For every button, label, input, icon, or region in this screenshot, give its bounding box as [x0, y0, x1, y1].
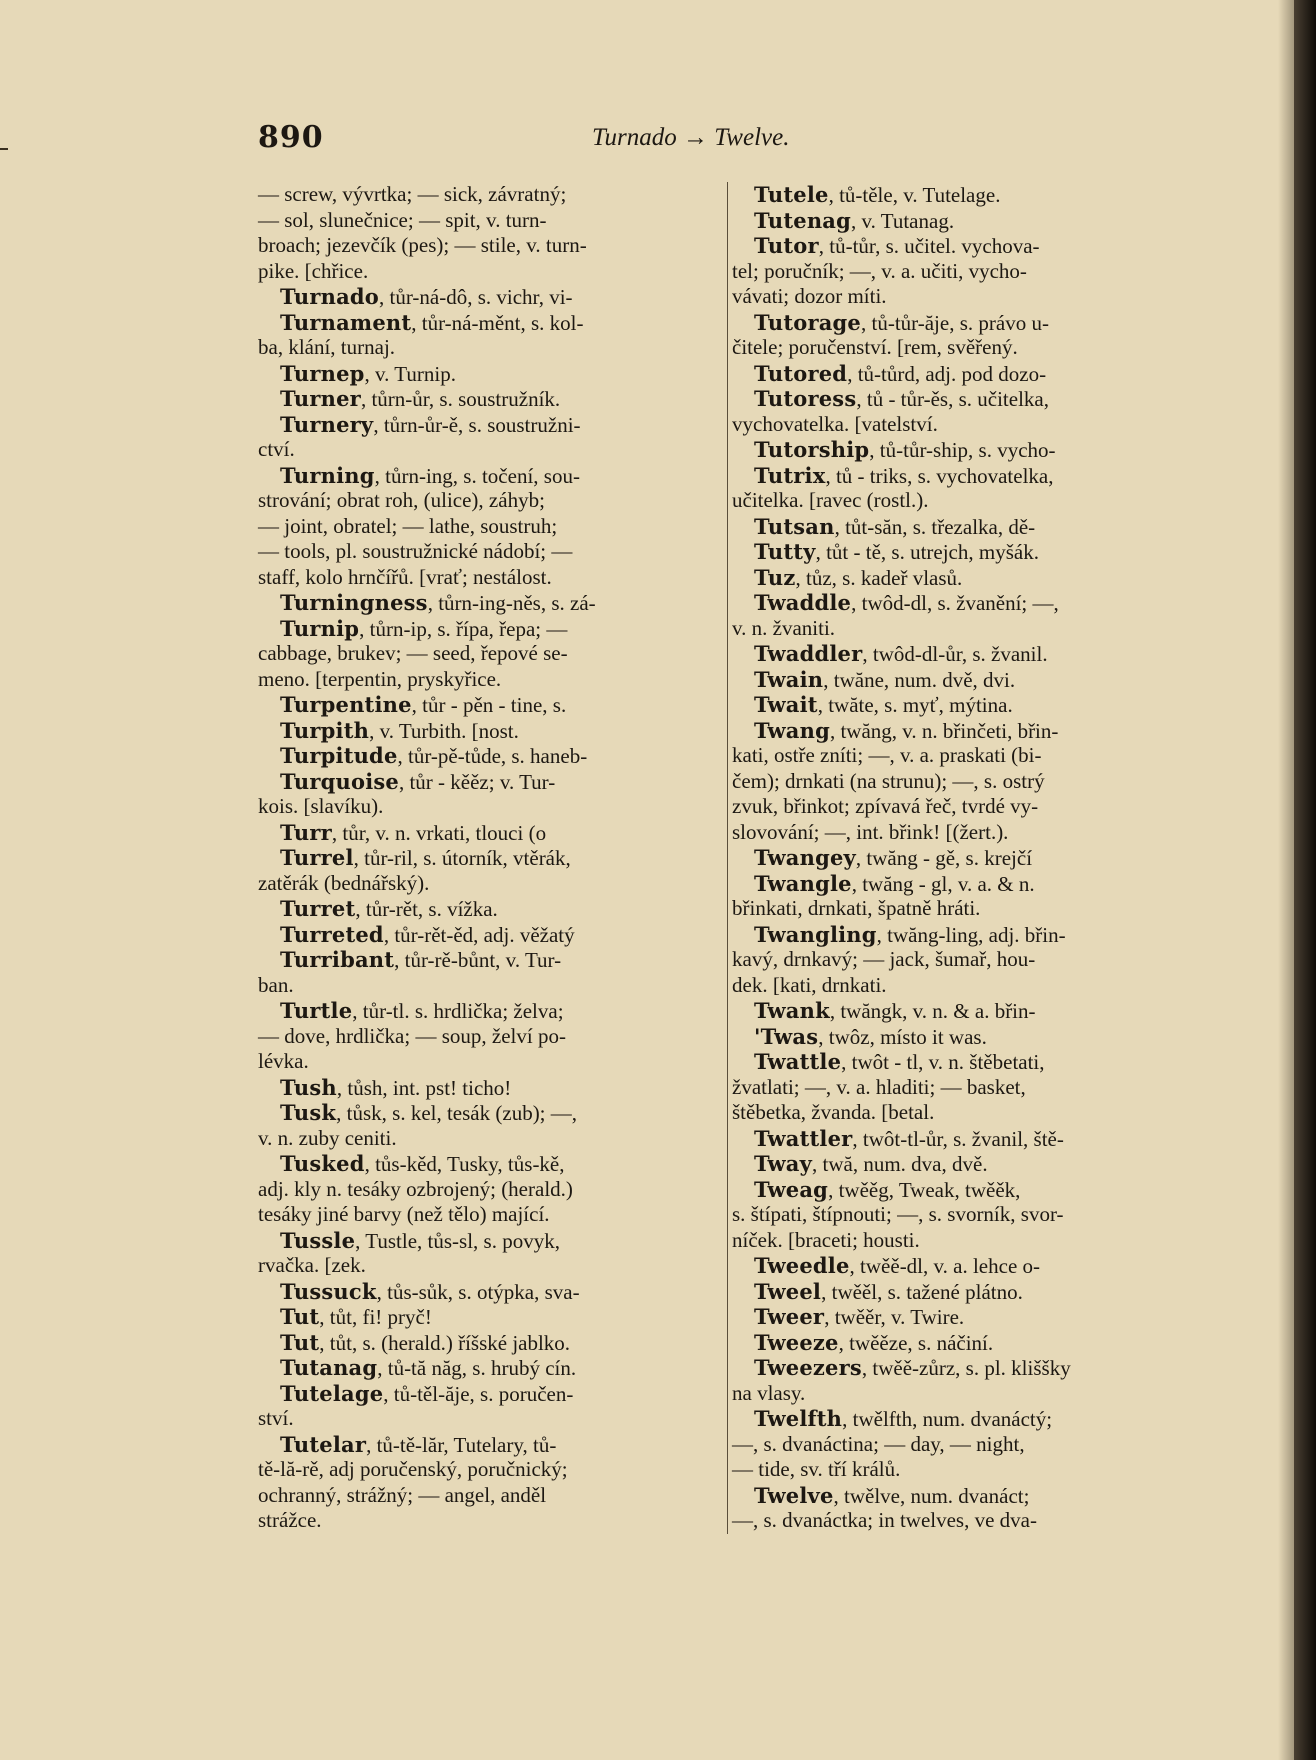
- definition-text: , tů-tě-lăr, Tutelary, tů-: [366, 1432, 557, 1457]
- definition-text: , tůt, s. (herald.) říšské jablko.: [319, 1330, 571, 1355]
- headword: Tutorship: [754, 437, 870, 462]
- dictionary-line: [732, 310, 1204, 336]
- dictionary-line: čitele; poručenství. [rem, svěřený.: [732, 335, 1018, 359]
- headword: Turning: [280, 462, 375, 488]
- dictionary-line: s. štípati, štípnouti; —, s. svorník, svor-: [732, 1202, 1064, 1226]
- dictionary-line: [732, 1177, 1204, 1203]
- book-spine-edge: [1294, 0, 1316, 1760]
- headword: 'Twas: [754, 1023, 819, 1049]
- dictionary-line: [732, 871, 1204, 897]
- dictionary-line: [258, 692, 722, 718]
- dictionary-line: [258, 590, 722, 616]
- dictionary-line: broach; jezevčík (pes); — stile, v. turn-: [258, 233, 587, 257]
- definition-text: , twăng-ling, adj. břin-: [876, 922, 1066, 947]
- dictionary-line: strážce.: [258, 1508, 322, 1532]
- dictionary-line: — tools, pl. soustružnické nádobí; —: [258, 539, 573, 563]
- headword: Tweezers: [754, 1355, 862, 1380]
- dictionary-line: [258, 1075, 722, 1101]
- dictionary-line: strování; obrat roh, (ulice), záhyb;: [258, 488, 545, 512]
- dictionary-line: vávati; dozor míti.: [732, 284, 887, 308]
- definition-text: , tů-tůrd, adj. pod dozo-: [847, 361, 1047, 386]
- definition-text: , tůt - tě, s. utrejch, myšák.: [815, 540, 1039, 564]
- dictionary-line: ba, klání, turnaj.: [258, 335, 396, 359]
- dictionary-line: slovování; —, int. břink! [(žert.).: [732, 819, 1009, 844]
- running-head: Turnado → Twelve.: [592, 124, 790, 151]
- headword: Turnep: [280, 360, 365, 386]
- definition-text: , twěěg, Tweak, twěěk,: [828, 1177, 1021, 1202]
- headword: Tutele: [754, 182, 829, 207]
- dictionary-line: [258, 1355, 722, 1381]
- headword: Tweag: [754, 1176, 829, 1202]
- definition-text: , v. Turbith. [nost.: [369, 718, 519, 743]
- definition-text: , tů-těle, v. Tutelage.: [828, 183, 1001, 207]
- headword: Twattle: [754, 1049, 842, 1074]
- dictionary-line: [732, 386, 1204, 412]
- headword: Tutor: [754, 233, 819, 258]
- headword: Tutorage: [754, 309, 861, 335]
- dictionary-line: [732, 1355, 1204, 1381]
- headword: Tuz: [754, 564, 796, 590]
- definition-text: , tůr-ril, s. útorník, vtěrák,: [353, 846, 571, 870]
- dictionary-line: [732, 845, 1204, 871]
- definition-text: , tůt-săn, s. třezalka, dě-: [834, 514, 1036, 539]
- page-gutter-shadow: [1278, 0, 1294, 1760]
- headword: Turpitude: [280, 743, 398, 768]
- dictionary-line: [258, 1330, 722, 1356]
- headword: Tusk: [280, 1100, 337, 1125]
- headword: Twangey: [754, 845, 856, 870]
- dictionary-line: staff, kolo hrnčířů. [vrať; nestálost.: [258, 564, 552, 589]
- headword: Tutenag: [754, 207, 851, 233]
- headword: Turnado: [280, 284, 379, 309]
- dictionary-line: — tide, sv. tří králů.: [732, 1457, 901, 1481]
- definition-text: , v. Tutanag.: [851, 208, 955, 233]
- dictionary-line: [258, 284, 722, 310]
- headword: Tutanag: [280, 1355, 378, 1380]
- dictionary-line: [258, 310, 722, 336]
- dictionary-line: kati, ostře zníti; —, v. a. praskati (bi-: [732, 743, 1042, 767]
- dictionary-line: v. n. zuby ceniti.: [258, 1125, 397, 1150]
- definition-text: , twôt - tl, v. n. štěbetati,: [841, 1050, 1045, 1074]
- dictionary-line: břinkati, drnkati, špatně hráti.: [732, 896, 981, 920]
- headword: Turrel: [280, 845, 354, 870]
- dictionary-line: [258, 922, 722, 948]
- definition-text: , tůr, v. n. vrkati, tlouci (o: [331, 820, 547, 845]
- dictionary-line: [732, 1304, 1204, 1330]
- dictionary-line: dek. [kati, drnkati.: [732, 972, 887, 997]
- dictionary-line: [258, 947, 722, 973]
- dictionary-line: učitelka. [ravec (rostl.).: [732, 488, 929, 512]
- headword: Twain: [754, 666, 824, 692]
- dictionary-line: [732, 922, 1204, 948]
- headword: Tweedle: [754, 1253, 850, 1278]
- definition-text: , tůrn-ůr, s. soustružník.: [360, 387, 561, 411]
- definition-text: , twôd-dl-ůr, s. žvanil.: [862, 642, 1048, 666]
- dictionary-line: [732, 182, 1204, 208]
- dictionary-line: [732, 718, 1204, 744]
- definition-text: , twă, num. dva, dvě.: [812, 1152, 988, 1176]
- dictionary-line: [732, 1483, 1204, 1509]
- dictionary-line: —, s. dvanáctka; in twelves, ve dva-: [732, 1508, 1037, 1532]
- headword: Tutoress: [754, 386, 857, 411]
- dictionary-line: pike. [chřice.: [258, 258, 369, 283]
- dictionary-line: [732, 514, 1204, 540]
- dictionary-line: meno. [terpentin, pryskyřice.: [258, 666, 502, 691]
- dictionary-line: [258, 463, 722, 489]
- definition-text: , tůsk, s. kel, tesák (zub); —,: [336, 1101, 578, 1125]
- dictionary-line: [732, 1049, 1204, 1075]
- headword: Tut: [280, 1329, 320, 1355]
- dictionary-line: [258, 1381, 722, 1407]
- definition-text: , twôt-tl-ůr, s. žvanil, ště-: [852, 1126, 1064, 1151]
- headword: Twait: [754, 692, 818, 717]
- headword: Turpentine: [280, 692, 412, 717]
- headword: Tush: [280, 1074, 337, 1100]
- dictionary-line: [258, 1304, 722, 1330]
- dictionary-line: [732, 463, 1204, 489]
- definition-text: , tůr - pěn - tine, s.: [411, 693, 567, 717]
- dictionary-line: štěbetka, žvanda. [betal.: [732, 1100, 935, 1124]
- definition-text: , tůr-rět, s. vížka.: [355, 897, 498, 921]
- dictionary-line: čem); drnkati (na strunu); —, s. ostrý: [732, 768, 1045, 793]
- definition-text: , twăng - gl, v. a. & n.: [851, 871, 1035, 896]
- headword: Turner: [280, 386, 361, 411]
- definition-text: , tů-tă năg, s. hrubý cín.: [377, 1356, 577, 1380]
- headword: Turtle: [280, 998, 353, 1023]
- headword: Turribant: [280, 947, 395, 972]
- dictionary-line: ochranný, strážný; — angel, anděl: [258, 1482, 547, 1507]
- definition-text: , tůr-tl. s. hrdlička; želva;: [352, 999, 564, 1023]
- dictionary-line: — sol, slunečnice; — spit, v. turn-: [258, 207, 547, 232]
- definition-text: , tůr-ná-měnt, s. kol-: [411, 310, 584, 335]
- definition-text: , tůrn-ing-něs, s. zá-: [427, 591, 596, 615]
- headword: Tutelage: [280, 1380, 384, 1406]
- dictionary-line: [258, 820, 722, 846]
- headword: Tway: [754, 1151, 813, 1176]
- dictionary-line: [258, 1151, 722, 1177]
- definition-text: , twělfth, num. dvanáctý;: [842, 1407, 1053, 1431]
- definition-text: , twăne, num. dvě, dvi.: [823, 667, 1016, 692]
- definition-text: , twěě-dl, v. a. lehce o-: [849, 1254, 1041, 1278]
- definition-text: , twěěr, v. Twire.: [824, 1305, 965, 1329]
- dictionary-line: kois. [slavíku).: [258, 794, 384, 818]
- dictionary-line: kavý, drnkavý; — jack, šumař, hou-: [732, 947, 1036, 971]
- dictionary-line: zvuk, břinkot; zpívavá řeč, tvrdé vy-: [732, 794, 1039, 818]
- dictionary-line: [732, 1279, 1204, 1305]
- headword: Tusked: [280, 1151, 365, 1176]
- dictionary-line: v. n. žvaniti.: [732, 615, 836, 640]
- dictionary-line: — dove, hrdlička; — soup, želví po-: [258, 1023, 566, 1048]
- dictionary-line: ctví.: [258, 437, 295, 461]
- dictionary-line: [732, 641, 1204, 667]
- page-number: 890: [258, 120, 324, 155]
- left-column: [258, 182, 722, 1534]
- dictionary-line: [258, 1432, 722, 1458]
- headword: Tweer: [754, 1304, 825, 1329]
- dictionary-line: na vlasy.: [732, 1380, 806, 1405]
- dictionary-line: [732, 692, 1204, 718]
- headword: Tutty: [754, 539, 816, 564]
- definition-text: , tůr-ná-dô, s. vichr, vi-: [379, 285, 573, 309]
- headword: Tutelar: [280, 1431, 367, 1457]
- column-divider: [727, 182, 728, 1534]
- dictionary-line: žvatlati; —, v. a. hladiti; — basket,: [732, 1074, 1026, 1099]
- dictionary-line: [732, 1151, 1204, 1177]
- definition-text: , twěěl, s. tažené plátno.: [821, 1279, 1023, 1304]
- dictionary-line: —, s. dvanáctina; — day, — night,: [732, 1431, 1025, 1456]
- dictionary-line: vychovatelka. [vatelství.: [732, 411, 938, 436]
- headword: Twangle: [754, 870, 852, 896]
- headword: Twangling: [754, 921, 877, 947]
- definition-text: , twăngk, v. n. & a. břin-: [829, 999, 1036, 1023]
- dictionary-line: — joint, obratel; — lathe, soustruh;: [258, 513, 558, 538]
- headword: Twaddler: [754, 641, 863, 666]
- right-column: [732, 182, 1204, 1534]
- definition-text: , Tustle, tůs-sl, s. povyk,: [355, 1228, 560, 1253]
- headword: Tutsan: [754, 513, 835, 539]
- definition-text: , tů-těl-ăje, s. poručen-: [383, 1381, 574, 1406]
- dictionary-line: [732, 1126, 1204, 1152]
- dictionary-line: [732, 998, 1204, 1024]
- definition-text: , tůrn-ůr-ě, s. soustružni-: [373, 412, 581, 437]
- headword: Turnery: [280, 411, 374, 437]
- headword: Turpith: [280, 717, 370, 743]
- headword: Tutrix: [754, 462, 826, 488]
- headword: Tussle: [280, 1227, 356, 1253]
- headword: Turreted: [280, 921, 384, 947]
- definition-text: , twăng - gě, s. krejčí: [855, 846, 1033, 870]
- dictionary-line: [258, 1228, 722, 1254]
- definition-text: , twôz, místo it was.: [818, 1024, 987, 1049]
- dictionary-line: lévka.: [258, 1049, 309, 1073]
- dictionary-line: [732, 1330, 1204, 1356]
- definition-text: , twěě-zůrz, s. pl. kliššky: [861, 1356, 1071, 1380]
- dictionary-line: [732, 565, 1204, 591]
- dictionary-line: [258, 1279, 722, 1305]
- definition-text: , tůsh, int. pst! ticho!: [336, 1075, 512, 1100]
- dictionary-line: [258, 412, 722, 438]
- definition-text: , tůr-pě-tůde, s. haneb-: [397, 744, 588, 768]
- headword: Turquoise: [280, 768, 399, 794]
- dictionary-line: [732, 667, 1204, 693]
- headword: Tut: [280, 1304, 320, 1329]
- dictionary-line: [258, 1100, 722, 1126]
- definition-text: , tůrn-ing, s. točení, sou-: [374, 463, 580, 488]
- headword: Twang: [754, 717, 830, 743]
- headword: Turr: [280, 819, 332, 845]
- dictionary-line: tě-lă-rě, adj poručenský, poručnický;: [258, 1457, 568, 1481]
- dictionary-line: [732, 590, 1204, 616]
- definition-text: , tů-tůr-ăje, s. právo u-: [861, 310, 1049, 335]
- definition-text: , tů-tůr, s. učitel. vychova-: [818, 234, 1040, 258]
- headword: Twattler: [754, 1125, 853, 1151]
- definition-text: , tůr-rět-ěd, adj. věžatý: [383, 922, 575, 947]
- definition-text: , tůs-sůk, s. otýpka, sva-: [376, 1279, 580, 1304]
- dictionary-line: [732, 539, 1204, 565]
- definition-text: , tů - tůr-ěs, s. učitelka,: [856, 387, 1049, 411]
- definition-text: , tůr-rě-bůnt, v. Tur-: [394, 948, 562, 972]
- dictionary-line: ství.: [258, 1406, 294, 1430]
- headword: Twank: [754, 998, 830, 1023]
- dictionary-line: — screw, vývrtka; — sick, závratný;: [258, 182, 567, 206]
- definition-text: , twăte, s. myť, mýtina.: [817, 693, 1013, 717]
- dictionary-line: [258, 845, 722, 871]
- headword: Twaddle: [754, 590, 852, 615]
- page-mark: [0, 148, 8, 150]
- dictionary-line: rvačka. [zek.: [258, 1253, 366, 1277]
- dictionary-line: tesáky jiné barvy (než tělo) mající.: [258, 1202, 550, 1226]
- headword: Twelve: [754, 1482, 834, 1508]
- dictionary-line: [732, 208, 1204, 234]
- headword: Turningness: [280, 590, 428, 615]
- definition-text: , twělve, num. dvanáct;: [833, 1483, 1030, 1508]
- definition-text: , twěěze, s. náčiní.: [838, 1330, 994, 1355]
- dictionary-line: [732, 1406, 1204, 1432]
- definition-text: , tůr - kěěz; v. Tur-: [398, 769, 556, 794]
- definition-text: , twăng, v. n. břinčeti, břin-: [829, 718, 1059, 743]
- dictionary-line: [258, 896, 722, 922]
- headword: Tweel: [754, 1278, 822, 1304]
- dictionary-line: [258, 998, 722, 1024]
- dictionary-line: [258, 743, 722, 769]
- dictionary-line: [258, 616, 722, 642]
- dictionary-line: [258, 386, 722, 412]
- headword: Tutored: [754, 360, 848, 386]
- definition-text: , tů-tůr-ship, s. vycho-: [869, 438, 1056, 462]
- definition-text: , v. Turnip.: [364, 361, 456, 386]
- definition-text: , tů - triks, s. vychovatelka,: [825, 463, 1054, 488]
- dictionary-line: adj. kly n. tesáky ozbrojený; (herald.): [258, 1176, 573, 1201]
- headword: Turnip: [280, 615, 360, 641]
- dictionary-line: [258, 361, 722, 387]
- definition-text: , tůt, fi! pryč!: [319, 1305, 432, 1329]
- dictionary-line: tel; poručník; —, v. a. učiti, vycho-: [732, 258, 1027, 283]
- dictionary-line: ban.: [258, 972, 294, 997]
- definition-text: , twôd-dl, s. žvanění; —,: [851, 591, 1059, 615]
- headword: Turnament: [280, 309, 412, 335]
- dictionary-line: [732, 233, 1204, 259]
- dictionary-line: [258, 718, 722, 744]
- headword: Twelfth: [754, 1406, 843, 1431]
- dictionary-line: cabbage, brukev; — seed, řepové se-: [258, 641, 568, 665]
- dictionary-line: níček. [braceti; housti.: [732, 1227, 920, 1252]
- headword: Tussuck: [280, 1278, 377, 1304]
- dictionary-line: zatěrák (bednářský).: [258, 870, 430, 895]
- dictionary-line: [732, 437, 1204, 463]
- definition-text: , tůrn-ip, s. řípa, řepa; —: [359, 616, 568, 641]
- definition-text: , tůz, s. kadeř vlasů.: [795, 565, 963, 590]
- dictionary-line: [732, 361, 1204, 387]
- definition-text: , tůs-kěd, Tusky, tůs-kě,: [364, 1152, 565, 1176]
- dictionary-line: [732, 1253, 1204, 1279]
- dictionary-line: [258, 769, 722, 795]
- dictionary-line: [732, 1024, 1204, 1050]
- headword: Tweeze: [754, 1329, 839, 1355]
- headword: Turret: [280, 896, 356, 921]
